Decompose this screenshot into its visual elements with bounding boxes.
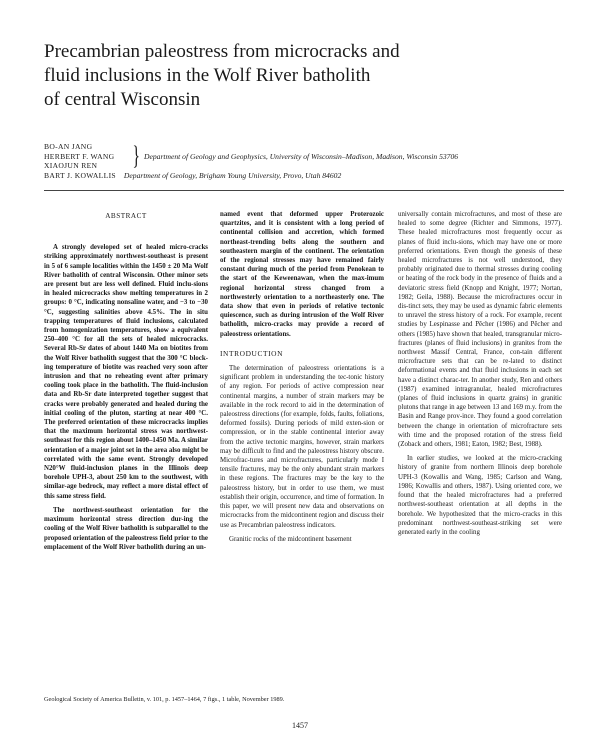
column-3 xyxy=(398,210,562,537)
intro-paragraph-2-continued: universally contain microfractures, and most of these are healed to some degree (Richter and Simmons, 1977). These healed microfractures most frequently occur as planes of fluid inclu-sions, which may have one or more preferred orientations. Even though the genesis of these healed microfractures is not well understood, they probably originated due to thermal stresses during cooling or heating of the rock body in the presence of fluids and a deviatoric stress field (Knopp and Knight, 1977; Nortan, 1982; Geila, 1988). Because the microfractures occur in dis-tinct sets, they may be used as dynamic fabric elements to unravel the stress history of a rock. For example, recent studies by Lespinasse and Pêcher (1986) and Pêcher and others (1985) have shown that healed, transgranular micro-fractures (planes of fluid inclusions) in granites from the northwest Massif Central, France, con-tain different microfracture sets that can be re-lated to distinct deformational events and that fluid inclusions in each set have a distinct charac-ter. In another study, Ren and others (1987) examined intragranular, healed microfractures (planes of fluid inclusions in quartz grains) in granitic plutons that range in age between 13 and 169 m.y. from the Basin and Range prov-ince. They found a good correlation between the change in orientation of microfracture sets with time and the proposed rotation of the stress field (Zoback and others, 1981; Eaton, 1982; Best, 1988). xyxy=(398,211,562,449)
header-divider xyxy=(44,190,564,191)
author-wang: HERBERT F. WANG xyxy=(44,151,115,161)
intro-paragraph-1: The determination of paleostress orientations is a significant problem in understanding the tec-tonic history of any region. For periods of active compression near continental margins, a number of strain markers may be available in the rock record to aid in the determination of paleostress directions (for example, folds, faults, foliations, deformed fossils). During periods of mild exten-sion or compression, or in the stable continental interior away from the active tectonic margins, however, strain markers may be difficult to find and the paleostress history obscure. Microfrac-tures and microfractures, particularly mode I tensile fractures, may be the only abundant strain markers in these regions. The fractures may be the key to the paleostress history, but in order to use them, we must establish their origin, occurrence, and time of formation. In this paper, we will present new data and observations on microcracks from the midcontinent region and discuss their use as Precambrian paleostress indicators. xyxy=(220,365,384,529)
column-2 xyxy=(220,210,384,544)
title-line-1: Precambrian paleostress from microcracks and xyxy=(44,41,400,62)
column-1 xyxy=(44,212,208,552)
abstract-paragraph-2: The northwest-southeast orientation for the maximum horizontal stress direction dur-ing the cooling of the Wolf River batholith is subparallel to the proposed orientation of the paleostress field prior to the emplacement of the Wolf River batholith during an un- xyxy=(44,506,208,551)
author-brace: } xyxy=(132,141,140,170)
intro-paragraph-2: Granitic rocks of the midcontinent basement xyxy=(229,535,352,543)
abstract-paragraph-continued: named event that deformed upper Proterozoic quartzites, and it is consistent with a long period of continental collision and accretion, which formed northeast-trending belts along the southern and southeastern margin of the continent. The orientation of the regional stresses may have remained fairly constant during much of the period from Penokean to the start of the Keweenawan, when the max-imum regional horizontal stress changed from a northwesterly orientation to a northeasterly one. The data show that even in periods of relative tectonic quiescence, such as during intrusion of the Wolf River batholith, micro-cracks may provide a record of paleostress orientations. xyxy=(220,211,384,338)
citation-footnote xyxy=(44,696,564,704)
author-block xyxy=(44,142,564,180)
author-jang: BO-AN JANG xyxy=(44,142,93,151)
abstract-heading: ABSTRACT xyxy=(105,212,147,220)
affiliation-byu: Department of Geology, Brigham Young University, Provo, Utah 84602 xyxy=(123,170,342,180)
author-kowallis: BART J. KOWALLIS xyxy=(44,170,116,180)
article-title xyxy=(44,40,544,112)
page-number: 1457 xyxy=(292,721,308,730)
citation-text: Geological Society of America Bulletin, v. 101, p. 1457–1464, 7 figs., 1 table, November 1989. xyxy=(44,696,285,703)
affiliation-wisconsin: Department of Geology and Geophysics, University of Wisconsin–Madison, Madison, Wisconsin 53706 xyxy=(144,151,459,161)
introduction-heading: INTRODUCTION xyxy=(220,348,284,358)
title-line-2: fluid inclusions in the Wolf River batholith xyxy=(44,65,371,86)
abstract-paragraph-1: A strongly developed set of healed micro-cracks striking approximately northwest-southeast is present in 5 of 6 sample localities within the 1450 ± 20 Ma Wolf River batholith of central Wisconsin. Other minor sets are present but are less well defined. Fluid inclu-sions in healed microcracks show melting temperatures in 2 groups: 0 °C, indicating nonsaline water, and −3 to −30 °C, suggesting salinities above 4.5%. The in situ trapping temperatures of fluid inclusions, calculated from homogenization temperatures, show a equivalent 250–400 °C for all the sets of healed microcracks. Several Rb-Sr dates of about 1440 Ma on biotites from the Wolf River batholith suggest that the 300 °C block-ing temperature of biotite was reached very soon after intrusion and that no reheating event after primary cooling took place in the batholith. The fluid-inclusion data and Rb-Sr date interpreted together suggest that cracks were probably generated and healed during the initial cooling of the pluton, starting at near 400 °C. The preferred orientation of these microcracks implies that the maximum horizontal stress was northwest-southeast for this region about 1400–1450 Ma. A similar orientation of a major joint set in the area also might be correlated with the same event. Strongly developed N20°W fluid-inclusion planes in the Illinois deep borehole UPH-3, about 250 km to the southwest, with similar-age bedrock, may reflect a more distal effect of this same stress field. xyxy=(44,244,208,500)
intro-paragraph-3: In earlier studies, we looked at the micro-cracking history of granite from northern Illinois deep borehole UPH-3 (Kowallis and Wang, 1985; Carlson and Wang, 1986; Kowallis and others, 1987). Using oriented core, we found that the healed microfractures had a preferred northwest-southeast orientation at all depths in the borehole. We hypothesized that the micro-cracks in this predominant northwest-southeast-striking set were generated early in the cooling xyxy=(398,455,562,536)
author-ren: XIAOJUN REN xyxy=(44,161,98,170)
title-line-3: of central Wisconsin xyxy=(44,89,201,110)
